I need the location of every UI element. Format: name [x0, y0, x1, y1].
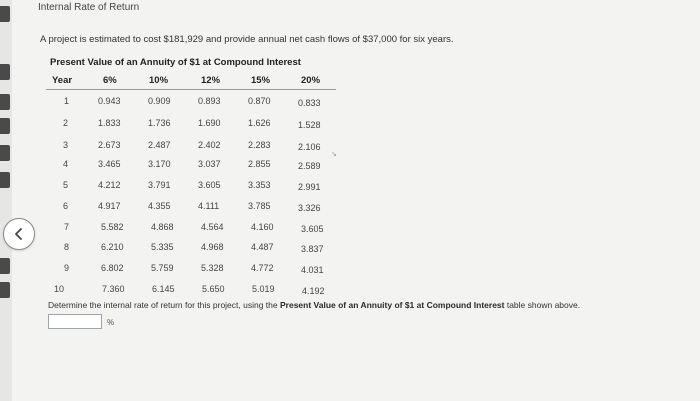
table-value-cell: 2.589 [298, 161, 321, 171]
table-value-cell: 2.283 [248, 140, 271, 150]
table-value-cell: 6.145 [152, 284, 175, 294]
back-button[interactable] [3, 218, 35, 250]
table-value-cell: 3.837 [301, 244, 324, 254]
table-year-cell: 6 [63, 201, 69, 211]
side-tab[interactable] [0, 145, 10, 161]
table-title: Present Value of an Annuity of $1 at Compound Interest [50, 57, 301, 68]
page-title: Internal Rate of Return [38, 2, 140, 13]
table-value-cell: 4.192 [302, 286, 325, 296]
side-tab[interactable] [0, 118, 10, 134]
table-value-cell: 1.833 [98, 118, 121, 128]
table-value-cell: 4.772 [251, 263, 274, 273]
table-value-cell: 3.785 [248, 201, 271, 211]
table-year-cell: 1 [64, 96, 70, 106]
table-value-cell: 3.791 [148, 180, 171, 190]
table-value-cell: 0.893 [198, 96, 221, 106]
table-year-cell: 4 [63, 159, 69, 169]
side-tab[interactable] [0, 282, 10, 298]
table-value-cell: 6.210 [101, 242, 124, 252]
table-year-cell: 10 [54, 284, 65, 294]
table-value-cell: 5.650 [202, 284, 225, 294]
table-value-cell: 5.759 [151, 263, 174, 273]
table-value-cell: 3.605 [301, 224, 324, 234]
table-value-cell: 5.582 [101, 222, 124, 232]
table-value-cell: 2.991 [298, 182, 321, 192]
table-value-cell: 1.528 [298, 120, 321, 130]
chevron-left-icon [12, 227, 26, 241]
table-value-cell: 4.212 [98, 180, 121, 190]
table-value-cell: 4.968 [201, 242, 224, 252]
table-year-cell: 8 [64, 242, 70, 252]
header-rate: 12% [201, 75, 221, 86]
side-tab[interactable] [0, 172, 10, 188]
table-value-cell: 6.802 [101, 263, 124, 273]
percent-unit: % [107, 318, 115, 327]
table-value-cell: 3.605 [198, 180, 221, 190]
header-rate: 15% [251, 75, 271, 86]
table-value-cell: 1.690 [198, 118, 221, 128]
table-value-cell: 0.870 [248, 96, 271, 106]
instruction-part: Determine the internal rate of return for this project, using the [48, 300, 280, 310]
table-value-cell: 4.917 [98, 201, 121, 211]
table-year-cell: 9 [64, 263, 70, 273]
table-value-cell: 3.353 [248, 180, 271, 190]
table-value-cell: 2.402 [198, 140, 221, 150]
table-value-cell: 4.564 [201, 222, 224, 232]
table-value-cell: 5.328 [201, 263, 224, 273]
table-value-cell: 7.360 [102, 284, 125, 294]
table-value-cell: 5.335 [151, 242, 174, 252]
table-value-cell: 4.160 [251, 222, 274, 232]
side-tab[interactable] [0, 258, 10, 274]
instruction-part: table shown above. [504, 300, 581, 310]
table-value-cell: 0.833 [298, 98, 321, 108]
header-divider [46, 89, 336, 90]
irr-answer-input[interactable] [48, 314, 102, 329]
header-year: Year [52, 75, 73, 86]
table-value-cell: 3.326 [298, 203, 321, 213]
table-value-cell: 4.031 [301, 265, 324, 275]
instruction-text [48, 300, 580, 310]
table-value-cell: 4.111 [198, 201, 220, 211]
table-value-cell: 2.106 [298, 142, 321, 152]
table-value-cell: 3.465 [98, 159, 121, 169]
table-value-cell: 1.626 [248, 118, 271, 128]
table-year-cell: 2 [63, 118, 69, 128]
header-rate: 6% [103, 75, 117, 86]
table-value-cell: 3.037 [198, 159, 221, 169]
table-value-cell: 0.943 [98, 96, 121, 106]
table-value-cell: 2.487 [148, 140, 171, 150]
table-value-cell: 2.673 [98, 140, 121, 150]
table-value-cell: 3.170 [148, 159, 171, 169]
table-value-cell: 0.909 [148, 96, 171, 106]
header-rate: 10% [149, 75, 169, 86]
table-year-cell: 7 [64, 222, 70, 232]
table-value-cell: 4.487 [251, 242, 274, 252]
instruction-table-name: Present Value of an Annuity of $1 at Compound Interest [279, 300, 505, 310]
table-header-row [0, 75, 700, 89]
table-value-cell: 4.868 [151, 222, 174, 232]
table-year-cell: 3 [63, 140, 69, 150]
table-value-cell: 2.855 [248, 159, 271, 169]
header-rate: 20% [301, 75, 321, 86]
table-value-cell: 5.019 [252, 284, 275, 294]
table-value-cell: 1.736 [148, 118, 171, 128]
side-tab[interactable] [0, 6, 10, 22]
table-value-cell: 4.355 [148, 201, 171, 211]
table-year-cell: 5 [63, 180, 69, 190]
question-text: A project is estimated to cost $181,929 and provide annual net cash flows of $37,000 for six years. [40, 34, 454, 45]
cursor-icon: ↘ [331, 151, 337, 158]
left-edge-panel [0, 0, 12, 401]
side-tab[interactable] [0, 94, 10, 110]
